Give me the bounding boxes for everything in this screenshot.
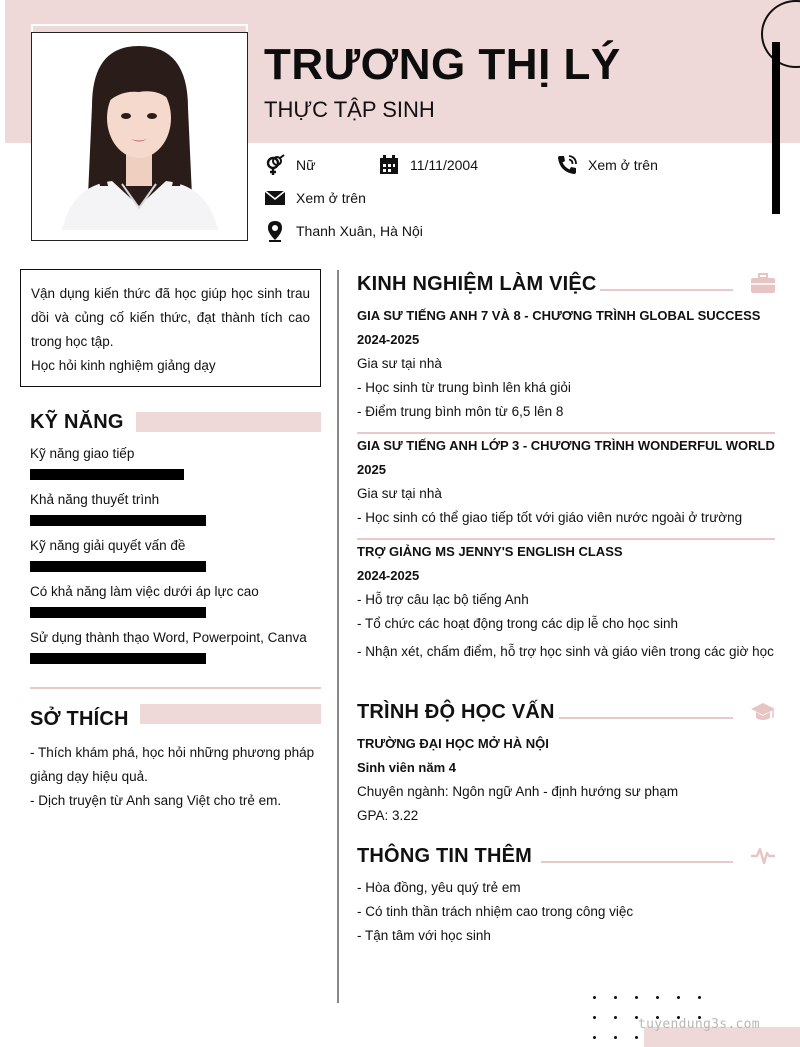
- hobby-item: - Dịch truyện từ Anh sang Việt cho trẻ em.: [30, 793, 282, 808]
- skill-bar: [30, 469, 184, 480]
- job-detail: - Học sinh từ trung bình lên khá giỏi: [357, 380, 571, 395]
- skill-label: Kỹ năng giao tiếp: [30, 446, 135, 461]
- education-title: TRÌNH ĐỘ HỌC VẤN: [357, 701, 555, 723]
- graduation-cap-icon: [750, 701, 776, 723]
- additional-title-line: [541, 861, 733, 863]
- pulse-icon: [750, 845, 776, 867]
- experience-title: KINH NGHIỆM LÀM VIỆC: [357, 273, 597, 295]
- hobbies-title: SỞ THÍCH: [30, 708, 129, 730]
- skill-bar: [30, 653, 206, 664]
- contact-gender: [264, 154, 315, 176]
- profile-photo: [42, 36, 236, 230]
- briefcase-icon: [750, 273, 776, 295]
- hobbies-title-decor: [140, 704, 321, 724]
- job-period: 2024-2025: [357, 568, 420, 583]
- job-place: Gia sư tại nhà: [357, 356, 442, 371]
- skills-title: KỸ NĂNG: [30, 411, 124, 433]
- skill-bar: [30, 561, 206, 572]
- job-title: GIA SƯ TIẾNG ANH 7 VÀ 8 - CHƯƠNG TRÌNH GLOBAL SUCCESS: [357, 308, 761, 323]
- contact-address: [264, 220, 423, 242]
- email-icon: [264, 187, 286, 209]
- birthdate-value: 11/11/2004: [410, 157, 478, 173]
- major: Chuyên ngành: Ngôn ngữ Anh - định hướng sư phạm: [357, 784, 679, 799]
- skills-title-decor: [136, 412, 321, 432]
- contact-email[interactable]: [264, 187, 366, 209]
- skill-label: Khả năng thuyết trình: [30, 492, 160, 507]
- address-value: Thanh Xuân, Hà Nội: [296, 223, 423, 239]
- contact-phone[interactable]: [556, 154, 658, 176]
- gender-value: Nữ: [296, 157, 316, 173]
- hobbies-list: [30, 741, 323, 813]
- column-divider: [337, 270, 339, 1003]
- hobby-item: - Thích khám phá, học hỏi những phương pháp giảng dạy hiệu quả.: [30, 745, 315, 784]
- school-name: TRƯỜNG ĐẠI HỌC MỞ HÀ NỘI: [357, 736, 549, 751]
- section-divider: [30, 687, 321, 689]
- job-detail: - Điểm trung bình môn từ 6,5 lên 8: [357, 404, 564, 419]
- additional-item: - Tận tâm với học sinh: [357, 928, 491, 943]
- phone-value: Xem ở trên: [588, 157, 658, 173]
- decorative-bar: [772, 42, 780, 214]
- study-year: Sinh viên năm 4: [357, 760, 456, 775]
- job-place: Gia sư tại nhà: [357, 486, 442, 501]
- skill-label: Kỹ năng giải quyết vấn đề: [30, 538, 186, 553]
- skill-label: Sử dụng thành thạo Word, Powerpoint, Canva: [30, 630, 307, 645]
- education-title-line: [559, 717, 733, 719]
- contact-birthdate: [378, 154, 478, 176]
- skill-bar: [30, 607, 206, 618]
- phone-icon: [556, 154, 578, 176]
- job-detail: - Nhận xét, chấm điểm, hỗ trợ học sinh và giáo viên trong các giờ học: [357, 644, 774, 659]
- job-title: GIA SƯ TIẾNG ANH LỚP 3 - CHƯƠNG TRÌNH WONDERFUL WORLD: [357, 438, 775, 453]
- watermark: tuyendung3s.com: [638, 1017, 760, 1032]
- additional-item: - Có tinh thần trách nhiệm cao trong công việc: [357, 904, 634, 919]
- experience-title-line: [600, 289, 733, 291]
- job-divider: [357, 432, 775, 434]
- career-objective: [20, 269, 321, 387]
- calendar-icon: [378, 154, 400, 176]
- gender-icon: [264, 154, 286, 176]
- job-period: 2025: [357, 462, 386, 477]
- location-pin-icon: [264, 220, 286, 242]
- skill-label: Có khả năng làm việc dưới áp lực cao: [30, 584, 259, 599]
- additional-item: - Hòa đồng, yêu quý trẻ em: [357, 880, 521, 895]
- candidate-name: TRƯƠNG THỊ LÝ: [264, 40, 621, 89]
- job-divider: [357, 538, 775, 540]
- job-detail: - Hỗ trợ câu lạc bộ tiếng Anh: [357, 592, 529, 607]
- job-title: TRỢ GIẢNG MS JENNY'S ENGLISH CLASS: [357, 544, 623, 559]
- job-period: 2024-2025: [357, 332, 420, 347]
- objective-line: Vận dụng kiến thức đã học giúp học sinh trau dồi và củng cố kiến thức, đạt thành tích cao trong học tập.: [31, 286, 310, 349]
- job-detail: - Học sinh có thể giao tiếp tốt với giáo viên nước ngoài ở trường: [357, 510, 743, 525]
- job-detail: - Tổ chức các hoạt động trong các dịp lễ cho học sinh: [357, 616, 678, 631]
- skill-bar: [30, 515, 206, 526]
- additional-title: THÔNG TIN THÊM: [357, 845, 533, 867]
- job-title: THỰC TẬP SINH: [264, 97, 435, 122]
- email-value: Xem ở trên: [296, 190, 366, 206]
- gpa: GPA: 3.22: [357, 808, 419, 823]
- objective-line: Học hỏi kinh nghiệm giảng dạy: [31, 358, 216, 373]
